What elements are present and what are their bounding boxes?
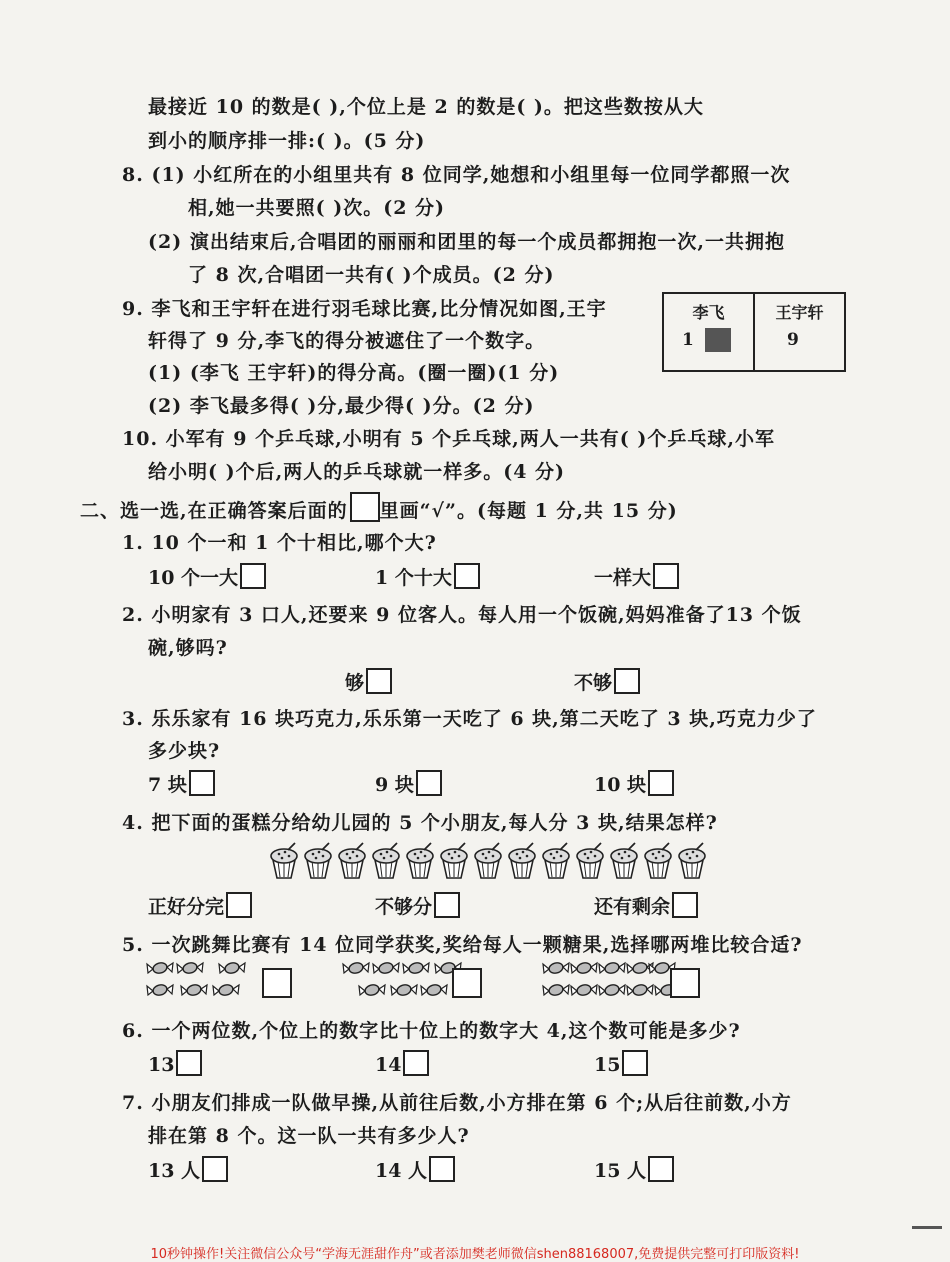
answer-box[interactable] [189, 770, 215, 796]
page-edge-mark [912, 1226, 942, 1229]
s4-question: 4. 把下面的蛋糕分给幼儿园的 5 个小朋友,每人分 3 块,结果怎样? [122, 812, 718, 834]
answer-box[interactable] [240, 563, 266, 589]
cupcake-icon [540, 840, 572, 880]
answer-box[interactable] [648, 770, 674, 796]
player-name: 王宇轩 [775, 303, 824, 322]
option-label: 13 人 [148, 1160, 201, 1182]
candy-icon [146, 982, 174, 998]
q9-line-3: (1) (李飞 王宇轩)的得分高。(圈一圈)(1 分) [148, 362, 560, 384]
candy-icon [372, 960, 400, 976]
q8-line-4: 了 8 次,合唱团一共有( )个成员。(2 分) [188, 264, 555, 286]
q10-line-2: 给小明( )个后,两人的乒乓球就一样多。(4 分) [148, 461, 566, 483]
answer-box[interactable] [653, 563, 679, 589]
answer-box[interactable] [366, 668, 392, 694]
cupcake-icon [574, 840, 606, 880]
s6-question: 6. 一个两位数,个位上的数字比十位上的数字大 4,这个数可能是多少? [122, 1020, 741, 1042]
candy-icon [626, 982, 654, 998]
option-label: 7 块 [148, 774, 187, 796]
q7-line-2: 到小的顺序排一排:( )。(5 分) [148, 130, 426, 152]
cake-row [268, 840, 708, 880]
q9-line-2: 轩得了 9 分,李飞的得分被遮住了一个数字。 [148, 330, 546, 352]
s1-question: 1. 10 个一和 1 个十相比,哪个大? [122, 532, 437, 554]
s3-option-a [148, 770, 215, 797]
s3-option-c [594, 770, 674, 797]
candy-icon [542, 982, 570, 998]
answer-box[interactable] [672, 892, 698, 918]
cupcake-icon [370, 840, 402, 880]
s5-question: 5. 一次跳舞比赛有 14 位同学获奖,奖给每人一颗糖果,选择哪两堆比较合适? [122, 934, 803, 956]
s7-question-2: 排在第 8 个。这一队一共有多少人? [148, 1125, 470, 1147]
covered-digit [705, 328, 731, 352]
candy-icon [420, 982, 448, 998]
option-label: 还有剩余 [594, 896, 671, 918]
answer-box-sample [350, 492, 380, 522]
score-cell-lifei [664, 294, 753, 370]
q8-line-1: 8. (1) 小红所在的小组里共有 8 位同学,她想和小组里每一位同学都照一次 [122, 164, 791, 186]
player-score: 1 [682, 330, 694, 350]
s7-option-a [148, 1156, 228, 1183]
candy-icon [402, 960, 430, 976]
q9-line-4: (2) 李飞最多得( )分,最少得( )分。(2 分) [148, 395, 535, 417]
candy-icon [176, 960, 204, 976]
answer-box[interactable] [614, 668, 640, 694]
candy-icon [218, 960, 246, 976]
s2-option-a [345, 668, 392, 695]
section-title-b: 里画“√”。(每题 1 分,共 15 分) [379, 500, 678, 522]
option-label: 13 [148, 1054, 175, 1076]
answer-box[interactable] [403, 1050, 429, 1076]
answer-box[interactable] [648, 1156, 674, 1182]
s2-option-b [574, 668, 640, 695]
s4-option-b [375, 892, 460, 919]
cupcake-icon [506, 840, 538, 880]
option-label: 不够分 [375, 896, 433, 918]
s4-option-c [594, 892, 698, 919]
candy-icon [146, 960, 174, 976]
candy-icon [358, 982, 386, 998]
answer-box[interactable] [452, 968, 482, 998]
option-label: 14 人 [375, 1160, 428, 1182]
cupcake-icon [642, 840, 674, 880]
score-cell-wangyuxuan [753, 294, 844, 370]
cupcake-icon [302, 840, 334, 880]
watermark-footer: 10秒钟操作!关注微信公众号“学海无涯甜作舟”或者添加樊老师微信shen88168007,免费提供完整可打印版资料! [150, 1247, 800, 1262]
cupcake-icon [404, 840, 436, 880]
s7-option-c [594, 1156, 674, 1183]
s1-option-c [594, 563, 679, 590]
option-label: 1 个十大 [375, 567, 452, 589]
answer-box[interactable] [434, 892, 460, 918]
candy-icon [570, 982, 598, 998]
candy-icon [342, 960, 370, 976]
s1-option-b [375, 563, 480, 590]
q8-line-3: (2) 演出结束后,合唱团的丽丽和团里的每一个成员都拥抱一次,一共拥抱 [148, 231, 786, 253]
option-label: 14 [375, 1054, 402, 1076]
player-score: 9 [787, 330, 799, 350]
s3-question-2: 多少块? [148, 740, 221, 762]
score-table [662, 292, 846, 372]
s7-option-b [375, 1156, 455, 1183]
option-label: 够 [345, 672, 365, 694]
s2-question-1: 2. 小明家有 3 口人,还要来 9 位客人。每人用一个饭碗,妈妈准备了13 个饭 [122, 604, 802, 626]
cupcake-icon [472, 840, 504, 880]
s6-option-b [375, 1050, 429, 1076]
candy-icon [598, 960, 626, 976]
answer-box[interactable] [429, 1156, 455, 1182]
answer-box[interactable] [416, 770, 442, 796]
answer-box[interactable] [176, 1050, 202, 1076]
option-label: 10 个一大 [148, 567, 239, 589]
q10-line-1: 10. 小军有 9 个乒乓球,小明有 5 个乒乓球,两人一共有( )个乒乓球,小军 [122, 428, 776, 450]
candy-icon [570, 960, 598, 976]
cupcake-icon [676, 840, 708, 880]
answer-box[interactable] [622, 1050, 648, 1076]
option-label: 不够 [574, 672, 613, 694]
section-title-a: 二、选一选,在正确答案后面的 [80, 500, 348, 522]
option-label: 一样大 [594, 567, 652, 589]
option-label: 15 人 [594, 1160, 647, 1182]
s2-question-2: 碗,够吗? [148, 637, 228, 659]
s6-option-a [148, 1050, 202, 1076]
option-label: 10 块 [594, 774, 647, 796]
cupcake-icon [268, 840, 300, 880]
option-label: 9 块 [375, 774, 414, 796]
cupcake-icon [336, 840, 368, 880]
answer-box[interactable] [226, 892, 252, 918]
cupcake-icon [438, 840, 470, 880]
player-name: 李飞 [692, 303, 725, 322]
s3-option-b [375, 770, 442, 797]
candy-icon [598, 982, 626, 998]
candy-icon [212, 982, 240, 998]
s4-option-a [148, 892, 252, 919]
q7-line-1: 最接近 10 的数是( ),个位上是 2 的数是( )。把这些数按从大 [148, 96, 704, 118]
cupcake-icon [608, 840, 640, 880]
answer-box[interactable] [454, 563, 480, 589]
answer-box[interactable] [202, 1156, 228, 1182]
s6-option-c [594, 1050, 648, 1076]
q8-line-2: 相,她一共要照( )次。(2 分) [188, 197, 446, 219]
q9-line-1: 9. 李飞和王宇轩在进行羽毛球比赛,比分情况如图,王宇 [122, 298, 607, 320]
s3-question-1: 3. 乐乐家有 16 块巧克力,乐乐第一天吃了 6 块,第二天吃了 3 块,巧克力少了 [122, 708, 817, 730]
candy-icon [390, 982, 418, 998]
section-2-title [80, 492, 678, 523]
option-label: 正好分完 [148, 896, 225, 918]
candy-icon [542, 960, 570, 976]
answer-box[interactable] [262, 968, 292, 998]
candy-icon [180, 982, 208, 998]
s7-question-1: 7. 小朋友们排成一队做早操,从前往后数,小方排在第 6 个;从后往前数,小方 [122, 1092, 792, 1114]
option-label: 15 [594, 1054, 621, 1076]
s1-option-a [148, 563, 266, 590]
answer-box[interactable] [670, 968, 700, 998]
